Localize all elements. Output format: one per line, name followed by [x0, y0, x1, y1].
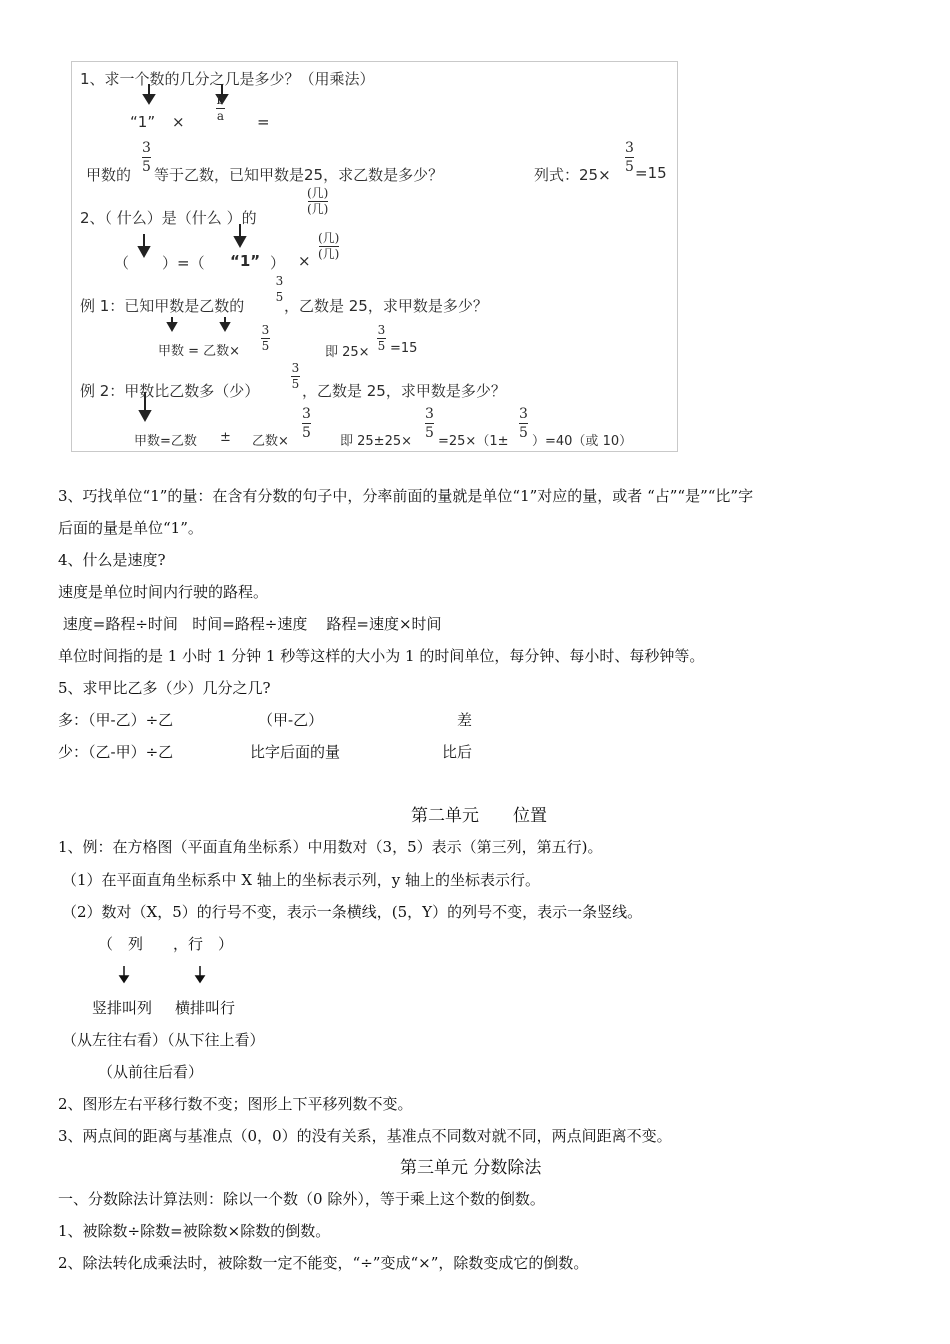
figure-times-2: × [298, 252, 311, 270]
fraction-3-5 [302, 406, 311, 441]
example-2-plus-minus: ± [220, 430, 231, 445]
fraction-denominator: 5 [377, 339, 386, 353]
unit-2-line-4: 2、图形左右平移行数不变；图形上下平移列数不变。 [58, 1095, 413, 1113]
unit-3-line-3: 2、除法转化成乘法时，被除数一定不能变，“÷”变成“×”，除数变成它的倒数。 [58, 1254, 589, 1272]
example-formula-label: 列式：25× [534, 166, 611, 184]
fraction-denominator: 5 [425, 425, 434, 441]
example-1-text-a: 例 1：已知甲数是乙数的 [80, 297, 245, 315]
fraction-numerator: (几) [318, 231, 340, 245]
more-difference: （甲-乙） [258, 711, 324, 729]
fraction-3-5 [275, 275, 284, 304]
fraction-denominator: a [216, 109, 225, 123]
example-text-a: 甲数的 [86, 166, 132, 184]
viewing-direction-1: （从左往右看）（从下往上看） [62, 1031, 265, 1049]
less-formula: 少：（乙-甲）÷乙 [58, 743, 174, 761]
more-label: 差 [457, 711, 473, 729]
figure-eq-paren: ）=（ [162, 254, 205, 272]
paragraph-speed-formulas: 速度=路程÷时间 时间=路程÷速度 路程=速度×时间 [58, 615, 442, 633]
unit-2-line-1: 1、例：在方格图（平面直角坐标系）中用数对（3，5）表示（第三列，第五行)。 [58, 838, 603, 856]
coordinate-pair: （ 列 ，行 ） [98, 935, 234, 953]
unit-3-line-2: 1、被除数÷除数=被除数×除数的倒数。 [58, 1222, 331, 1240]
figure-paren-open: （ [114, 254, 130, 272]
fraction-b-over-a [216, 94, 225, 123]
fraction-numerator: 3 [519, 406, 528, 422]
more-formula: 多：（甲-乙）÷乙 [58, 711, 174, 729]
paragraph-unit-time: 单位时间指的是 1 小时 1 分钟 1 秒等这样的大小为 1 的时间单位，每分钟、每小时、每秒钟等。 [58, 647, 705, 665]
fraction-3-5 [142, 140, 151, 175]
less-quantity: 比字后面的量 [250, 743, 341, 761]
example-2-formula-a: 甲数=乙数 [134, 434, 197, 449]
example-2-equiv-a: 即 25±25× [340, 434, 413, 449]
column-label: 竖排叫列 [92, 999, 153, 1017]
example-2-formula-b: 乙数× [252, 434, 289, 449]
fraction-numerator: 3 [377, 323, 386, 337]
fraction-denominator: 5 [291, 377, 300, 391]
row-label: 横排叫行 [175, 999, 236, 1017]
figure-equals: = [257, 113, 270, 131]
less-label: 比后 [442, 743, 473, 761]
fraction-numerator: 3 [275, 274, 284, 288]
fraction-denominator: 5 [261, 339, 270, 353]
example-text-b: 等于乙数，已知甲数是25，求乙数是多少？ [154, 166, 444, 184]
fraction-denominator: (几) [318, 247, 340, 261]
figure-one-bold: “1” [230, 252, 261, 270]
figure-line-2: 2、（ 什么）是（什么 ）的 [80, 209, 257, 227]
fraction-numerator: 3 [291, 361, 300, 375]
fraction-denominator: 5 [275, 290, 284, 304]
example-2-equiv-b: =25×（1± [438, 434, 509, 449]
example-1-result: =15 [390, 341, 418, 356]
fraction-3-5 [291, 362, 300, 391]
unit-2-line-5: 3、两点间的距离与基准点（0，0）的没有关系，基准点不同数对就不同，两点间距离不变。 [58, 1127, 672, 1145]
example-1-text-b: ，乙数是 25，求甲数是多少？ [284, 297, 488, 315]
fraction-numerator: 3 [261, 323, 270, 337]
paragraph-unit-one-rule-cont: 后面的量是单位“1”。 [58, 519, 203, 537]
fraction-3-5 [425, 406, 434, 441]
fraction-numerator: 3 [425, 406, 434, 422]
fraction-numerator: b [216, 93, 225, 107]
fraction-numerator: 3 [142, 140, 151, 156]
example-2-text-a: 例 2：甲数比乙数多（少） [80, 382, 260, 400]
fraction-3-5 [377, 324, 386, 353]
unit-3-title: 第三单元 分数除法 [400, 1158, 542, 1178]
unit-2-line-2: （1）在平面直角坐标系中 X 轴上的坐标表示列，y 轴上的坐标表示行。 [62, 871, 541, 889]
paragraph-unit-one-rule: 3、巧找单位“1”的量：在含有分数的句子中，分率前面的量就是单位“1”对应的量，或者 “占”“是”“比”字 [58, 487, 754, 505]
formula-figure [71, 61, 678, 452]
unit-2-title: 第二单元 位置 [411, 806, 547, 826]
unit-2-line-3: （2）数对（X，5）的行号不变，表示一条横线，(5，Y）的列号不变，表示一条竖线。 [62, 903, 643, 921]
fraction-denominator: 5 [302, 425, 311, 441]
example-1-equiv: 即 25× [325, 345, 370, 360]
example-1-formula: 甲数 = 乙数× [158, 344, 241, 359]
fraction-denominator: 5 [142, 159, 151, 175]
fraction-denominator: 5 [519, 425, 528, 441]
fraction-numerator: 3 [302, 406, 311, 422]
figure-times: × [172, 113, 185, 131]
figure-one: “1” [130, 113, 156, 131]
figure-paren-close: ） [270, 254, 286, 272]
figure-line-1: 1、求一个数的几分之几是多少？（用乘法） [80, 70, 375, 88]
fraction-3-5 [519, 406, 528, 441]
fraction-3-5 [261, 324, 270, 353]
fraction-denominator: 5 [625, 159, 634, 175]
viewing-direction-2: （从前往后看） [98, 1063, 204, 1081]
heading-more-less: 5、求甲比乙多（少）几分之几? [58, 679, 271, 697]
example-result: =15 [635, 164, 667, 182]
fraction-numerator: 3 [625, 140, 634, 156]
example-2-equiv-c: ）=40（或 10） [532, 434, 633, 449]
fraction-ji-ji [318, 232, 339, 261]
example-2-text-b: ，乙数是 25，求甲数是多少？ [302, 382, 506, 400]
fraction-numerator: (几) [307, 186, 329, 200]
heading-speed-question: 4、什么是速度? [58, 551, 166, 569]
down-arrows [115, 963, 215, 985]
fraction-ji-ji [307, 187, 328, 216]
paragraph-speed-definition: 速度是单位时间内行驶的路程。 [58, 583, 269, 601]
fraction-denominator: (几) [307, 202, 329, 216]
unit-3-line-1: 一、分数除法计算法则：除以一个数（0 除外），等于乘上这个数的倒数。 [58, 1190, 545, 1208]
fraction-3-5 [625, 140, 634, 175]
